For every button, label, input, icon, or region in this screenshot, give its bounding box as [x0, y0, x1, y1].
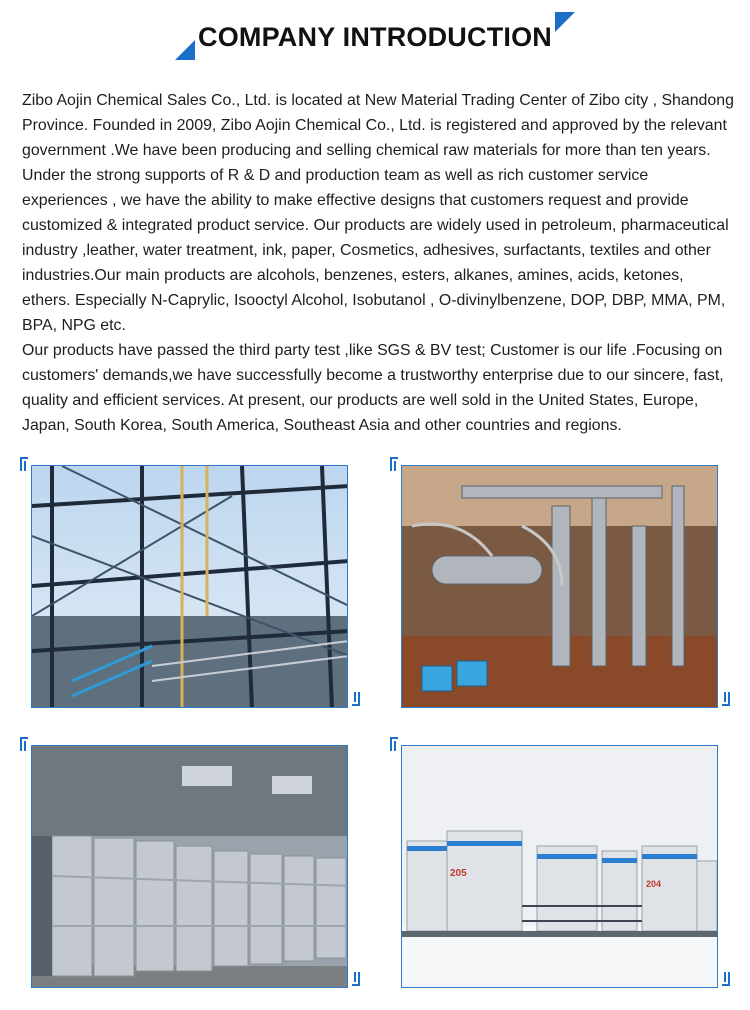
intro-paragraph-2: Our products have passed the third party test ,like SGS & BV test; Customer is our life .Focusing on customers' demands,we have successfully become a trustworthy enterprise due to our sincere, fast, quality and efficient services. At present, our products are well sold in the United States, Europe, Japan, South Korea, South America, Southeast Asia and other countries and regions.	[22, 342, 724, 434]
page-title: COMPANY INTRODUCTION	[198, 22, 552, 52]
corner-bracket-icon	[390, 457, 398, 471]
intro-paragraph-1: Zibo Aojin Chemical Sales Co., Ltd. is located at New Material Trading Center of Zibo city , Shandong Province. Founded in 2009, Zibo Aojin Chemical Co., Ltd. is registered and approved by the relevant government .We have been producing and selling chemical raw materials for more than ten years. Under the strong supports of R & D and production team as well as rich customer service experiences , we have the ability to make effective designs that customers request and provide customized & integrated product service. Our products are widely used in petroleum, pharmaceutical industry ,leather, water treatment, ink, paper, Cosmetics, adhesives, surfactants, textiles and other industries.Our main products are alcohols, benzenes, esters, alkanes, amines, acids, ketones, ethers. Especially N-Caprylic, Isooctyl Alcohol, Isobutanol , O-divinylbenzene, DOP, DBP, MMA, PM, BPA, NPG etc.	[22, 92, 734, 334]
corner-bracket-icon	[722, 692, 730, 706]
corner-bracket-icon	[352, 692, 360, 706]
triangle-decoration-right	[555, 12, 575, 32]
corner-bracket-icon	[722, 972, 730, 986]
corner-bracket-icon	[20, 457, 28, 471]
page-header	[0, 0, 750, 80]
photo-pipe-room	[401, 465, 718, 708]
tank-label-205: 205	[450, 868, 467, 879]
photo-plant-structure	[31, 465, 348, 708]
photo-drum-warehouse	[31, 745, 348, 988]
corner-bracket-icon	[352, 972, 360, 986]
corner-bracket-icon	[390, 737, 398, 751]
photo-storage-tanks	[401, 745, 718, 988]
corner-bracket-icon	[20, 737, 28, 751]
tank-label-204: 204	[646, 879, 662, 889]
company-intro-text	[22, 88, 734, 438]
